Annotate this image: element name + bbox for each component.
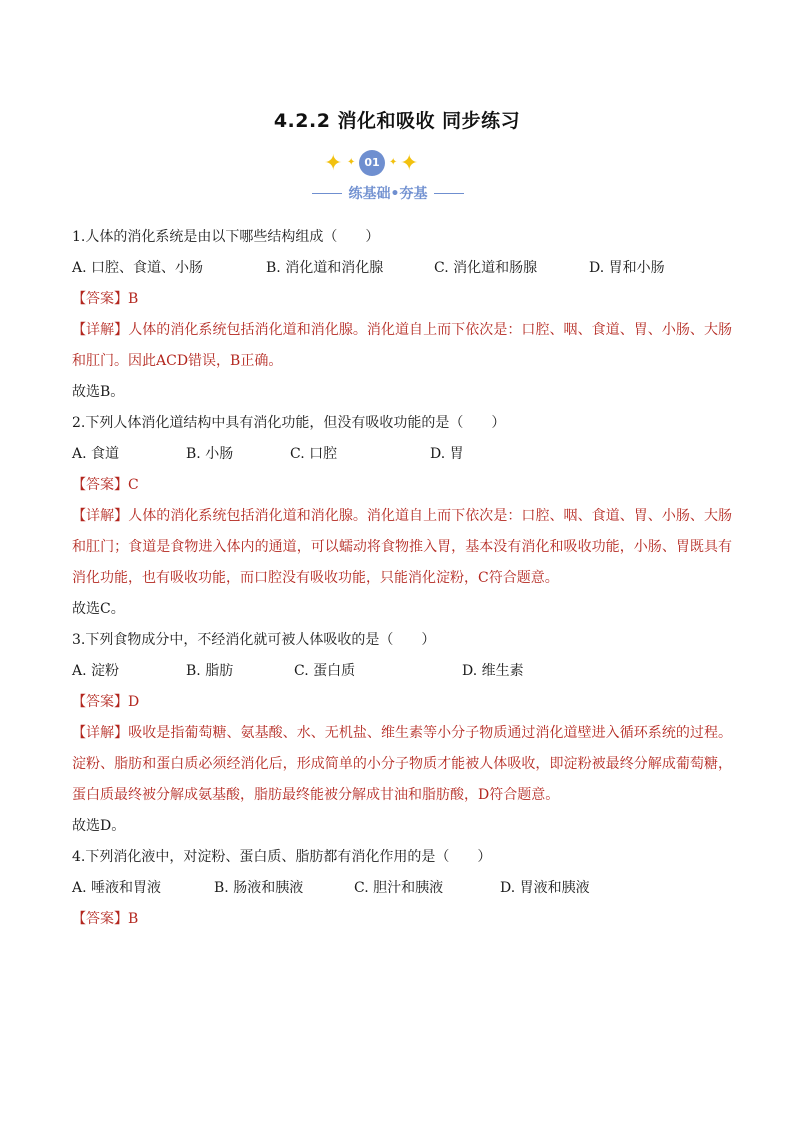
option-d: D. 维生素 <box>462 663 524 679</box>
option-a: A. 口腔、食道、小肠 <box>72 260 204 276</box>
answer-value: D <box>128 694 140 710</box>
detail-text: 人体的消化系统包括消化道和消化腺。消化道自上而下依次是：口腔、咽、食道、胃、小肠、大肠和肛门；食道是食物进入体内的通道，可以蠕动将食物推入胃，基本没有消化和吸收功能，小肠、胃既具有消化功能，也有吸收功能，而口腔没有吸收功能，只能消化淀粉，C符合题意。 <box>72 508 733 586</box>
question-item <box>72 408 732 625</box>
question-item <box>72 222 732 408</box>
question-item <box>72 842 732 935</box>
conclusion-line: 故选D。 <box>72 818 126 834</box>
question-item <box>72 625 732 842</box>
option-c: C. 胆汁和胰液 <box>354 880 444 896</box>
answer-line <box>72 284 732 315</box>
option-d: D. 胃液和胰液 <box>500 880 590 896</box>
question-options <box>72 253 732 284</box>
question-stem: 3.下列食物成分中，不经消化就可被人体吸收的是（ ） <box>72 632 436 648</box>
question-list <box>72 222 732 935</box>
section-number-badge: 01 <box>359 150 385 176</box>
answer-tag: 【答案】 <box>72 291 128 307</box>
question-options <box>72 656 732 687</box>
detail-paragraph <box>72 501 732 594</box>
question-stem: 2.下列人体消化道结构中具有消化功能，但没有吸收功能的是（ ） <box>72 415 506 431</box>
answer-tag: 【答案】 <box>72 911 128 927</box>
option-b: B. 脂肪 <box>186 663 234 679</box>
question-stem: 4.下列消化液中，对淀粉、蛋白质、脂肪都有消化作用的是（ ） <box>72 849 492 865</box>
option-c: C. 口腔 <box>290 446 338 462</box>
option-d: D. 胃和小肠 <box>589 260 665 276</box>
conclusion-line: 故选C。 <box>72 601 125 617</box>
question-stem: 1.人体的消化系统是由以下哪些结构组成（ ） <box>72 229 380 245</box>
detail-tag: 【详解】 <box>72 508 129 524</box>
sparkle-star-icon: ✦ <box>347 157 356 168</box>
detail-paragraph <box>72 315 732 377</box>
option-d: D. 胃 <box>430 446 464 462</box>
sparkle-star-icon: ✦ <box>324 151 343 176</box>
option-b: B. 小肠 <box>186 446 234 462</box>
question-options <box>72 439 732 470</box>
banner-divider-left <box>312 193 342 194</box>
detail-tag: 【详解】 <box>72 322 129 338</box>
option-c: C. 蛋白质 <box>294 663 356 679</box>
option-a: A. 淀粉 <box>72 663 120 679</box>
section-banner <box>0 150 794 206</box>
answer-line <box>72 470 732 501</box>
banner-divider-right <box>434 193 464 194</box>
answer-tag: 【答案】 <box>72 694 128 710</box>
option-a: A. 食道 <box>72 446 120 462</box>
section-label: 练基础•夯基 <box>348 186 428 202</box>
answer-value: B <box>128 911 139 927</box>
detail-text: 吸收是指葡萄糖、氨基酸、水、无机盐、维生素等小分子物质通过消化道壁进入循环系统的过程。淀粉、脂肪和蛋白质必须经消化后，形成简单的小分子物质才能被人体吸收，即淀粉被最终分解成葡萄糖，蛋白质最终被分解成氨基酸，脂肪最终能被分解成甘油和脂肪酸，D符合题意。 <box>72 725 733 803</box>
option-a: A. 唾液和胃液 <box>72 880 162 896</box>
answer-line <box>72 687 732 718</box>
page-title: 4.2.2 消化和吸收 同步练习 <box>273 110 521 132</box>
sparkle-star-icon: ✦ <box>400 151 419 176</box>
detail-paragraph <box>72 718 732 811</box>
option-b: B. 肠液和胰液 <box>214 880 304 896</box>
detail-tag: 【详解】 <box>72 725 129 741</box>
option-c: C. 消化道和肠腺 <box>434 260 538 276</box>
sparkle-star-icon: ✦ <box>389 157 398 168</box>
option-b: B. 消化道和消化腺 <box>266 260 384 276</box>
answer-line <box>72 904 732 935</box>
detail-text: 人体的消化系统包括消化道和消化腺。消化道自上而下依次是：口腔、咽、食道、胃、小肠、大肠和肛门。因此ACD错误，B正确。 <box>72 322 733 369</box>
answer-value: C <box>128 477 139 493</box>
conclusion-line: 故选B。 <box>72 384 125 400</box>
question-options <box>72 873 732 904</box>
answer-tag: 【答案】 <box>72 477 128 493</box>
answer-value: B <box>128 291 139 307</box>
